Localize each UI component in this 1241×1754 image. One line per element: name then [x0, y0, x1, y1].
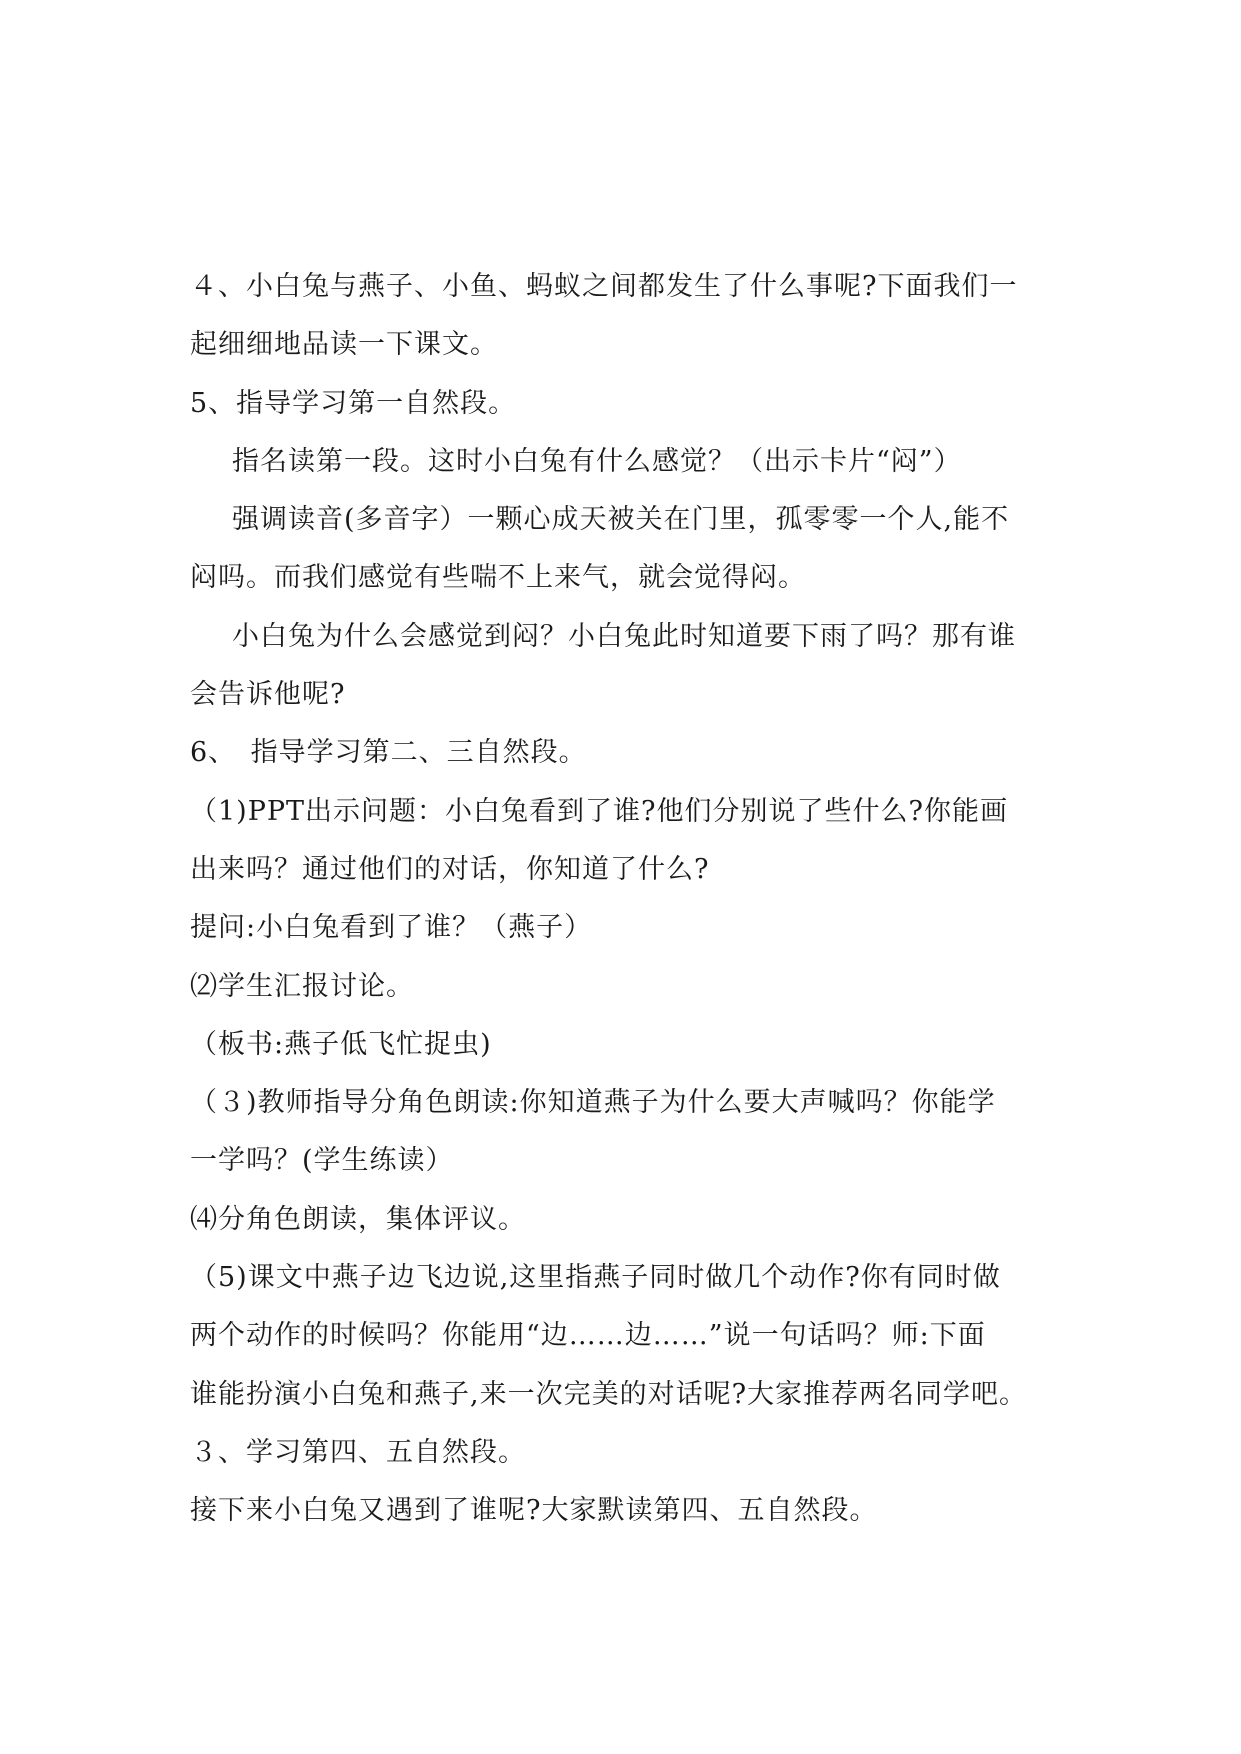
text-line: 谁能扮演小白兔和燕子,来一次完美的对话呢?大家推荐两名同学吧。	[190, 1378, 1028, 1410]
text-line: ３、学习第四、五自然段。	[190, 1436, 526, 1468]
document-body	[190, 258, 1070, 1541]
text-line: 闷吗。而我们感觉有些喘不上来气，就会觉得闷。	[190, 562, 806, 594]
text-line: ⑵学生汇报讨论。	[190, 970, 414, 1002]
text-line: （1)PPT出示问题：小白兔看到了谁?他们分别说了些什么?你能画	[190, 795, 1009, 827]
text-line: 5、指导学习第一自然段。	[190, 387, 517, 419]
text-line: 提问:小白兔看到了谁？（燕子）	[190, 912, 593, 944]
text-line: ⑷分角色朗读，集体评议。	[190, 1203, 526, 1235]
text-line: 起细细地品读一下课文。	[190, 329, 498, 361]
text-line: （5)课文中燕子边飞边说,这里指燕子同时做几个动作?你有同时做	[190, 1262, 1001, 1294]
text-line: 一学吗？(学生练读）	[190, 1145, 454, 1177]
text-line: 两个动作的时候吗？你能用“边……边……”说一句话吗？师:下面	[190, 1320, 986, 1352]
text-line: 强调读音(多音字）一颗心成天被关在门里，孤零零一个人,能不	[232, 504, 1010, 536]
text-line: 指名读第一段。这时小白兔有什么感觉？（出示卡片“闷”）	[232, 445, 962, 477]
text-line: 会告诉他呢?	[190, 679, 346, 711]
text-line: 接下来小白兔又遇到了谁呢?大家默读第四、五自然段。	[190, 1495, 878, 1527]
text-line: （３)教师指导分角色朗读:你知道燕子为什么要大声喊吗？你能学	[190, 1087, 996, 1119]
text-line: 6、 指导学习第二、三自然段。	[190, 737, 587, 769]
text-line: （板书:燕子低飞忙捉虫)	[190, 1028, 492, 1060]
text-line: 出来吗？通过他们的对话，你知道了什么?	[190, 853, 710, 885]
text-line: 小白兔为什么会感觉到闷？小白兔此时知道要下雨了吗？那有谁	[232, 620, 1016, 652]
text-line: ４、小白兔与燕子、小鱼、蚂蚁之间都发生了什么事呢?下面我们一	[190, 271, 1018, 302]
